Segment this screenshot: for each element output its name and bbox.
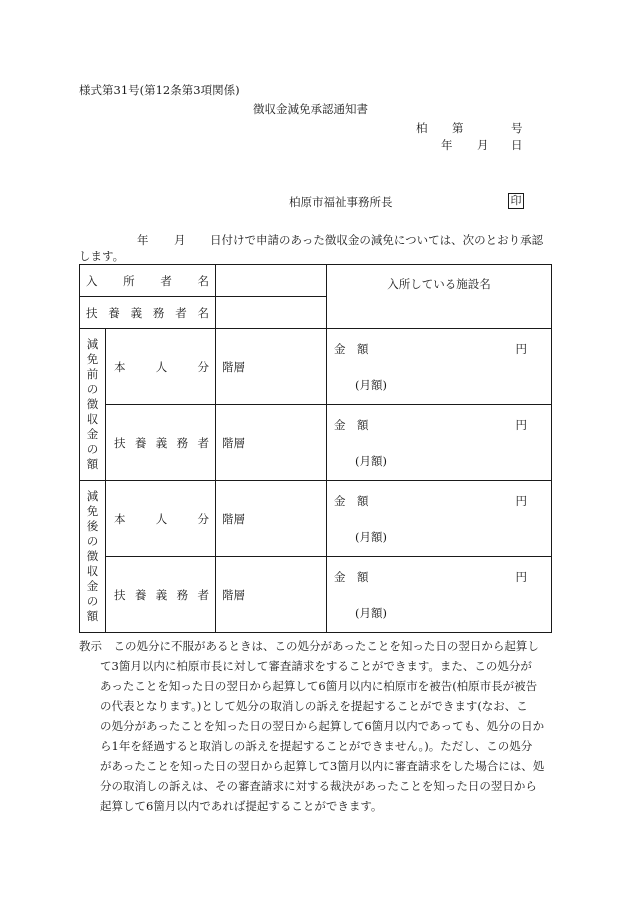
after-self-amount bbox=[327, 481, 552, 557]
resident-name-label: 入 所 者 名 bbox=[86, 273, 209, 288]
supporter-name-label-cell bbox=[80, 297, 216, 329]
before-self-tier: 階層 bbox=[216, 329, 327, 405]
amount-label: 金 額 bbox=[334, 494, 369, 508]
date-year: 年 bbox=[441, 138, 453, 152]
after-support-label-cell bbox=[106, 557, 216, 633]
monthly-label: (月額) bbox=[355, 606, 387, 620]
resident-name-label-cell bbox=[80, 265, 216, 297]
notice-line-4: の代表となります。)として処分の取消しの訴えを提起することができます(なお、こ bbox=[100, 699, 528, 713]
notice-line-1: この処分に不服があるときは、この処分があったことを知った日の翌日から起算し bbox=[113, 639, 539, 653]
date-day: 日 bbox=[511, 138, 523, 152]
before-self-label-cell bbox=[106, 329, 216, 405]
before-self-label: 本 人 分 bbox=[114, 359, 209, 374]
notice-line-7: があったことを知った日の翌日から起算して3箇月以内に審査請求をした場合には、処 bbox=[100, 759, 545, 773]
after-self-label: 本 人 分 bbox=[114, 511, 209, 526]
before-self-amount bbox=[327, 329, 552, 405]
after-support-amount bbox=[327, 557, 552, 633]
form-number: 様式第31号(第12条第3項関係) bbox=[79, 83, 240, 97]
monthly-label: (月額) bbox=[355, 530, 387, 544]
notice-line-6: ら1年を経過すると取消しの訴えを提起することができません。)。ただし、この処分 bbox=[100, 739, 533, 753]
resident-name-value bbox=[216, 265, 327, 297]
intro-text: 日付けで申請のあった徴収金の減免については、次のとおり承認 bbox=[210, 233, 544, 247]
before-support-label: 扶 養 義 務 者 bbox=[114, 435, 209, 450]
before-support-label-cell bbox=[106, 405, 216, 481]
facility-cell bbox=[327, 265, 552, 329]
appeal-notice bbox=[79, 636, 551, 816]
after-support-tier: 階層 bbox=[216, 557, 327, 633]
notice-line-3: あったことを知った日の翌日から起算して6箇月以内に柏原市を被告(柏原市長が被告 bbox=[100, 679, 538, 693]
yen-unit: 円 bbox=[515, 494, 527, 508]
yen-unit: 円 bbox=[515, 342, 527, 356]
notice-line-8: 分の取消しの訴えは、その審査請求に対する裁決があったことを知った日の翌日から bbox=[100, 779, 537, 793]
intro-month: 月 bbox=[174, 233, 186, 247]
monthly-label: (月額) bbox=[355, 454, 387, 468]
fee-reduction-table bbox=[79, 264, 552, 633]
before-support-amount bbox=[327, 405, 552, 481]
after-self-tier: 階層 bbox=[216, 481, 327, 557]
yen-unit: 円 bbox=[515, 570, 527, 584]
before-support-tier: 階層 bbox=[216, 405, 327, 481]
after-group-cell bbox=[80, 481, 106, 633]
after-support-label: 扶 養 義 務 者 bbox=[114, 587, 209, 602]
date-month: 月 bbox=[477, 138, 489, 152]
amount-label: 金 額 bbox=[334, 418, 369, 432]
before-group-cell bbox=[80, 329, 106, 481]
number-dai: 第 bbox=[452, 121, 464, 135]
notice-line-5: の処分があったことを知った日の翌日から起算して6箇月以内であっても、処分の日か bbox=[100, 719, 545, 733]
after-self-label-cell bbox=[106, 481, 216, 557]
number-prefix: 柏 bbox=[416, 121, 428, 135]
intro-text-end: します。 bbox=[79, 249, 125, 263]
notice-line-9: 起算して6箇月以内であれば提起することができます。 bbox=[100, 799, 383, 813]
supporter-name-value bbox=[216, 297, 327, 329]
notice-line-2: て3箇月以内に柏原市長に対して審査請求をすることができます。また、この処分が bbox=[100, 659, 532, 673]
sender-name: 柏原市福祉事務所長 bbox=[289, 195, 393, 209]
before-group-label: 減 免 前 の 徴 収 金 の 額 bbox=[86, 337, 99, 471]
amount-label: 金 額 bbox=[334, 570, 369, 584]
intro-year: 年 bbox=[137, 233, 149, 247]
document-title: 徴収金減免承認通知書 bbox=[253, 102, 368, 116]
supporter-name-label: 扶 養 義 務 者 名 bbox=[86, 305, 209, 320]
amount-label: 金 額 bbox=[334, 342, 369, 356]
seal-mark: 印 bbox=[508, 193, 524, 209]
facility-label: 入所している施設名 bbox=[387, 277, 491, 291]
monthly-label: (月額) bbox=[355, 378, 387, 392]
yen-unit: 円 bbox=[515, 418, 527, 432]
notice-lead: 教示 bbox=[79, 639, 102, 653]
after-group-label: 減 免 後 の 徴 収 金 の 額 bbox=[86, 489, 99, 623]
number-go: 号 bbox=[511, 121, 523, 135]
